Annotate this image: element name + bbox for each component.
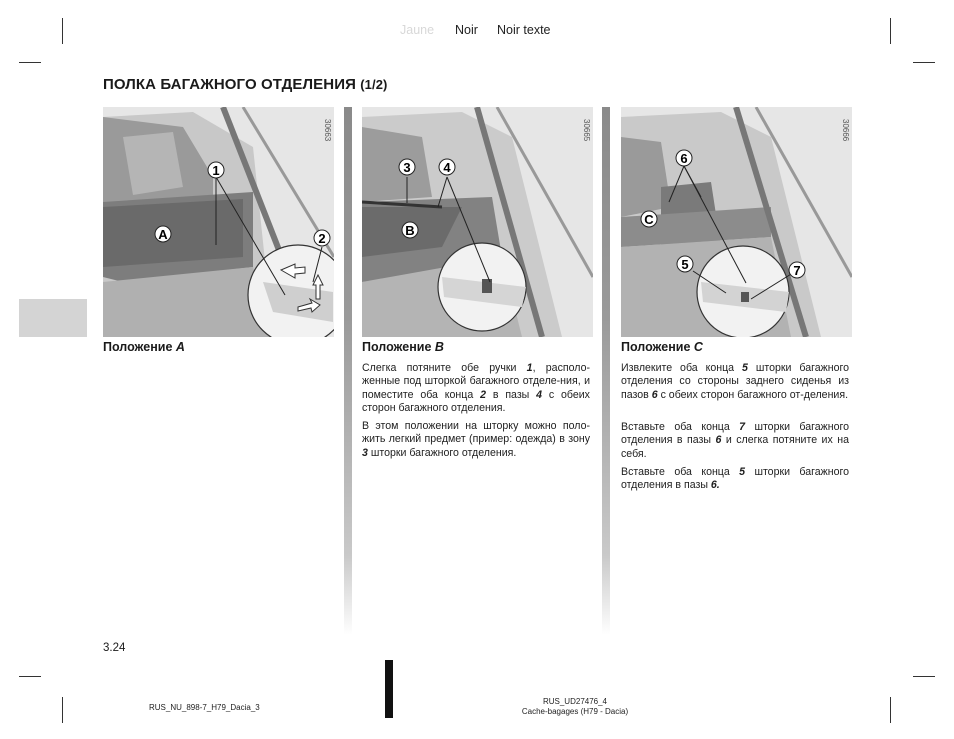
callout-4: 4 — [443, 160, 451, 175]
chapter-tab — [19, 299, 87, 337]
separation-jaune: Jaune — [400, 23, 435, 37]
column-separator — [344, 107, 352, 635]
callout-5: 5 — [681, 257, 689, 272]
footer-right-code — [520, 697, 630, 717]
page-title-main: ПОЛКА БАГАЖНОГО ОТДЕЛЕНИЯ — [103, 76, 356, 93]
separation-noir-texte: Noir texte — [497, 23, 551, 37]
paragraph-b-2: В этом положении на шторку можно поло-жить легкий предмет (пример: одежда) в зону 3 шторки багажного отделения. — [362, 420, 590, 459]
crop-mark — [19, 676, 41, 677]
crop-mark — [913, 676, 935, 677]
paragraph-c-3: Вставьте оба конца 5 шторки багажного отделения в пазы 6. — [621, 466, 849, 492]
crop-mark — [890, 18, 891, 44]
crop-mark — [62, 18, 63, 44]
caption-prefix: Положение — [103, 340, 173, 354]
figure-position-b — [362, 107, 593, 337]
figure-position-a — [103, 107, 334, 337]
callout-b: B — [405, 223, 415, 238]
callout-7: 7 — [793, 263, 801, 278]
crop-mark — [62, 697, 63, 723]
caption-prefix: Положение — [362, 340, 432, 354]
callout-2: 2 — [318, 231, 326, 246]
callout-3: 3 — [403, 160, 411, 175]
crop-mark — [890, 697, 891, 723]
figure-reference-number: 30666 — [841, 119, 850, 142]
footer-doc-code: RUS_UD27476_4 — [542, 697, 608, 706]
caption-letter: B — [434, 340, 444, 354]
page-number: 3.24 — [103, 642, 126, 654]
page-title-sub: (1/2) — [360, 77, 388, 92]
paragraph-c-2: Вставьте оба конца 7 шторки багажного отделения в пазы 6 и слегка потяните их на себя. — [621, 421, 849, 460]
callout-c: C — [644, 212, 654, 227]
paragraph-b-1: Слегка потяните обе ручки 1, располо-женные под шторкой багажного отделе-ния, и поместите оба конца 2 в пазы 4 с обеих сторон багажного отделения. — [362, 362, 590, 415]
footer-doc-title: Cache-bagages (H79 - Dacia) — [521, 707, 629, 716]
caption-letter: C — [693, 340, 703, 354]
figure-reference-number: 30663 — [323, 119, 332, 142]
column-separator — [602, 107, 610, 635]
caption-prefix: Положение — [621, 340, 691, 354]
caption-letter: A — [175, 340, 185, 354]
caption-position-a — [103, 340, 185, 354]
footer-left-code: RUS_NU_898-7_H79_Dacia_3 — [149, 703, 260, 712]
callout-6: 6 — [680, 151, 688, 166]
crop-mark — [19, 62, 41, 63]
callout-a: A — [158, 227, 168, 242]
paragraph-c-1: Извлеките оба конца 5 шторки багажного отделения со стороны заднего сиденья из пазов 6 с обеих сторон багажного от-деления. — [621, 362, 850, 401]
figure-position-c — [621, 107, 852, 337]
black-bar — [385, 660, 393, 718]
crop-mark — [913, 62, 935, 63]
caption-position-c — [621, 340, 703, 354]
callout-1: 1 — [212, 163, 220, 178]
separation-noir: Noir — [455, 23, 478, 37]
caption-position-b — [362, 340, 444, 354]
page-title — [103, 76, 387, 93]
figure-reference-number: 30665 — [582, 119, 591, 142]
